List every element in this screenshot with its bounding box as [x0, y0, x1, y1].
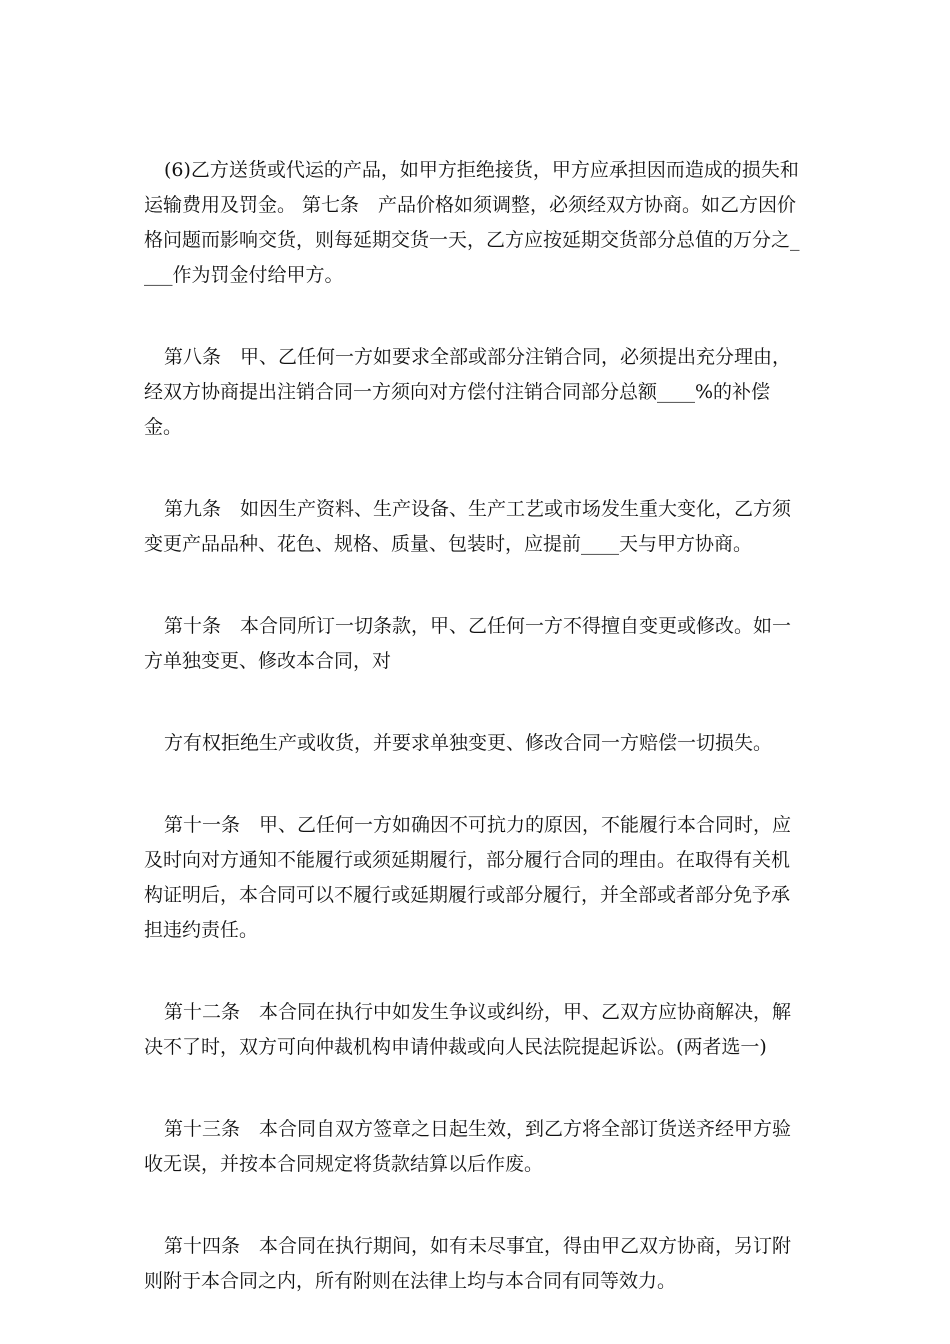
- paragraph-clause-10: 第十条 本合同所订一切条款，甲、乙任何一方不得擅自变更或修改。如一方单独变更、修改本合同，对: [144, 615, 792, 672]
- paragraph-clause-14: 第十四条 本合同在执行期间，如有未尽事宜，得由甲乙双方协商，另订附则附于本合同之内，所有附则在法律上均与本合同有同等效力。: [144, 1235, 792, 1292]
- paragraph-clause-12: 第十二条 本合同在执行中如发生争议或纠纷，甲、乙双方应协商解决，解决不了时，双方可向仲裁机构申请仲裁或向人民法院提起诉讼。(两者选一): [144, 1001, 792, 1058]
- paragraph-clause-13: 第十三条 本合同自双方签章之日起生效，到乙方将全部订货送齐经甲方验收无误，并按本合同规定将货款结算以后作废。: [144, 1118, 792, 1175]
- paragraph-clause-8: 第八条 甲、乙任何一方如要求全部或部分注销合同，必须提出充分理由，经双方协商提出注销合同一方须向对方偿付注销合同部分总额____%的补偿金。: [144, 346, 792, 438]
- paragraph-clause-6-7: (6)乙方送货或代运的产品，如甲方拒绝接货，甲方应承担因而造成的损失和运输费用及罚金。 第七条 产品价格如须调整，必须经双方协商。如乙方因价格问题而影响交货，则每延期交货一天，乙方应按延期交货部分总值的万分之____作为罚金付给甲方。: [144, 159, 800, 286]
- paragraph-clause-11: 第十一条 甲、乙任何一方如确因不可抗力的原因，不能履行本合同时，应及时向对方通知不能履行或须延期履行，部分履行合同的理由。在取得有关机构证明后，本合同可以不履行或延期履行或部分履行，并全部或者部分免予承担违约责任。: [144, 814, 792, 941]
- paragraph-clause-10-continued: 方有权拒绝生产或收货，并要求单独变更、修改合同一方赔偿一切损失。: [164, 732, 773, 754]
- document-body: [144, 153, 808, 1299]
- paragraph-clause-9: 第九条 如因生产资料、生产设备、生产工艺或市场发生重大变化，乙方须变更产品品种、花色、规格、质量、包装时，应提前____天与甲方协商。: [144, 498, 792, 555]
